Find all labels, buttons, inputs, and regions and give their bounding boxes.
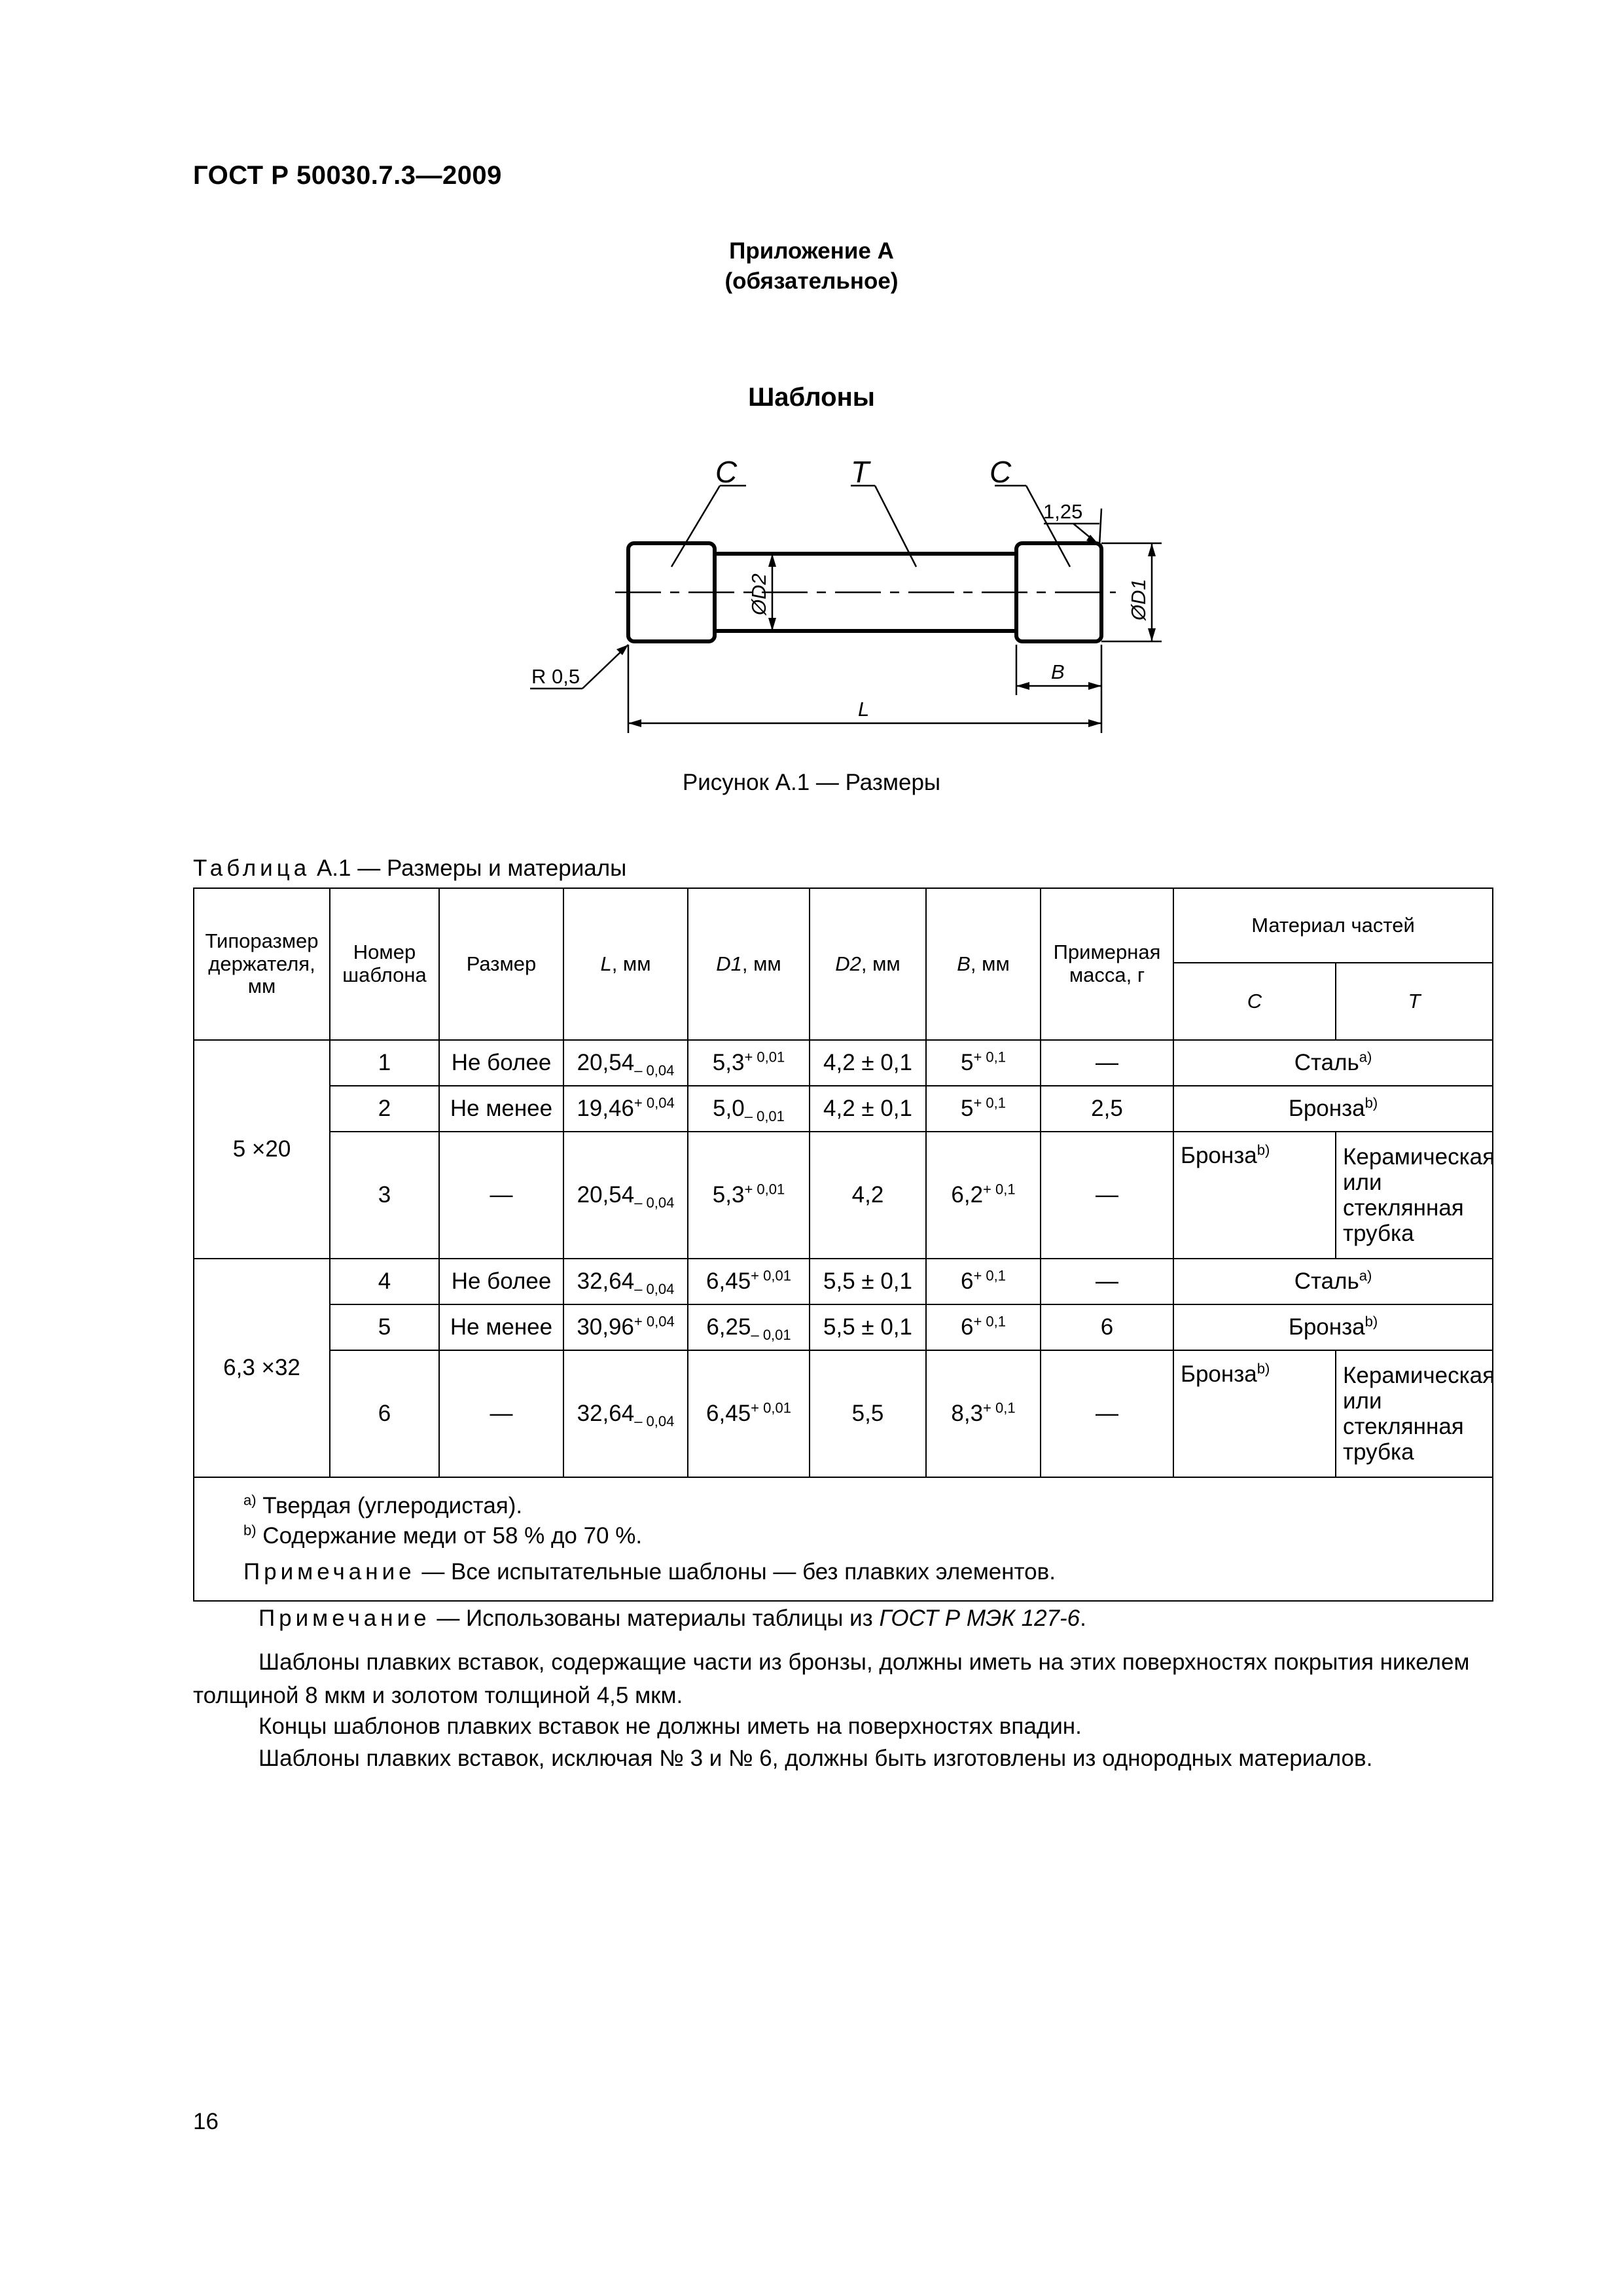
header-material-t: T — [1336, 963, 1493, 1040]
table-notes-row — [194, 1477, 1493, 1601]
page-number: 16 — [193, 2109, 219, 2134]
body-note: Примечание — Использованы материалы таблицы из ГОСТ Р МЭК 127-6. — [259, 1605, 1086, 1631]
label-b: B — [1051, 660, 1065, 683]
table-row: 3 — $20,54_{- 0,04}$ $5,3^{+ 0,01}$ 4,2 $6,2^{+ 0,1}$ — Бронза$^{b)}$ Керамическая или стеклянная трубка — [194, 1132, 1493, 1259]
header-size: Размер — [439, 888, 563, 1040]
l-arrow-right — [1088, 719, 1101, 727]
header-d1: D1, мм — [688, 888, 810, 1040]
annex-status: (обязательное) — [724, 268, 899, 294]
label-l: L — [858, 698, 870, 721]
label-d1: ØD1 — [1127, 579, 1150, 620]
table-caption-text: А.1 — Размеры и материалы — [310, 855, 627, 881]
l-arrow-left — [628, 719, 641, 727]
header-material-c: C — [1173, 963, 1336, 1040]
b-arrow-left — [1016, 682, 1029, 690]
label-chamfer: 1,25 — [1043, 500, 1083, 523]
annex-title: Приложение А — [729, 238, 894, 264]
holder-cell: 6,3 ×32 — [194, 1259, 330, 1477]
chamfer-tick — [1099, 509, 1101, 545]
template-drawing — [510, 445, 1198, 759]
figure-caption: Рисунок А.1 — Размеры — [682, 770, 941, 795]
label-c-right: C — [990, 455, 1012, 489]
body-paragraph-1: Шаблоны плавких вставок, содержащие части из бронзы, должны иметь на этих поверхностях покрытия никелем толщиной 8 мкм и золотом толщиной 4,5 мкм. — [193, 1649, 1470, 1708]
header-number: Номер шаблона — [330, 888, 439, 1040]
table-row: 2 Не менее $19,46^{+ 0,04}$ $5,0_{- 0,01}$ 4,2 ± 0,1 $5^{+ 0,1}$ 2,5 Бронза$^{b)}$ — [194, 1086, 1493, 1132]
header-holder: Типоразмер держателя, мм — [194, 888, 330, 1040]
label-t: T — [851, 455, 870, 489]
label-d2: ØD2 — [747, 573, 770, 615]
d1-arrow-top — [1148, 543, 1156, 556]
table-row: 6,3 ×32 4 Не более $32,64_{- 0,04}$ $6,45^{+ 0,01}$ 5,5 ± 0,1 $6^{+ 0,1}$ — Сталь$^{a)}$ — [194, 1259, 1493, 1304]
label-c-left: C — [715, 455, 738, 489]
body-paragraph-2: Концы шаблонов плавких вставок не должны иметь на поверхностях впадин. — [259, 1713, 1082, 1739]
header-mass: Примерная масса, г — [1041, 888, 1173, 1040]
footnote-a: $^{a)}$ Твердая (углеродистая). — [243, 1492, 523, 1518]
footnote-b: $^{b)}$ Содержание меди от 58 % до 70 %. — [243, 1521, 643, 1549]
table-caption-prefix: Таблица — [193, 855, 311, 881]
table-caption — [193, 855, 626, 882]
header-material: Материал частей — [1173, 888, 1493, 963]
leader-c-left — [671, 486, 720, 567]
table-row: 5 ×20 1 Не более $20,54_{- 0,04}$ $5,3^{+ 0,01}$ 4,2 ± 0,1 $5^{+ 0,1}$ — Сталь$^{a)}$ — [194, 1040, 1493, 1086]
header-d2: D2, мм — [810, 888, 926, 1040]
d1-arrow-bottom — [1148, 628, 1156, 641]
table-row: 5 Не менее $30,96^{+ 0,04}$ $6,25_{- 0,01}$ 5,5 ± 0,1 $6^{+ 0,1}$ 6 Бронза$^{b)}$ — [194, 1304, 1493, 1350]
leader-c-right — [1026, 486, 1070, 567]
table-note: Примечание — Все испытательные шаблоны — без плавких элементов. — [243, 1559, 1056, 1585]
table-row: 6 — $32,64_{- 0,04}$ $6,45^{+ 0,01}$ 5,5 $8,3^{+ 0,1}$ — Бронза$^{b)}$ Керамическая или стеклянная трубка — [194, 1350, 1493, 1477]
header-l: L, мм — [563, 888, 688, 1040]
label-radius: R 0,5 — [531, 665, 580, 688]
b-arrow-right — [1088, 682, 1101, 690]
holder-cell: 5 ×20 — [194, 1040, 330, 1259]
document-code: ГОСТ Р 50030.7.3—2009 — [193, 161, 502, 190]
body-paragraph-3: Шаблоны плавких вставок, исключая № 3 и № 6, должны быть изготовлены из однородных материалов. — [259, 1746, 1373, 1771]
header-b: B, мм — [926, 888, 1041, 1040]
table-notes — [194, 1477, 1493, 1601]
section-title: Шаблоны — [748, 383, 875, 412]
dimensions-materials-table — [193, 888, 1493, 1602]
